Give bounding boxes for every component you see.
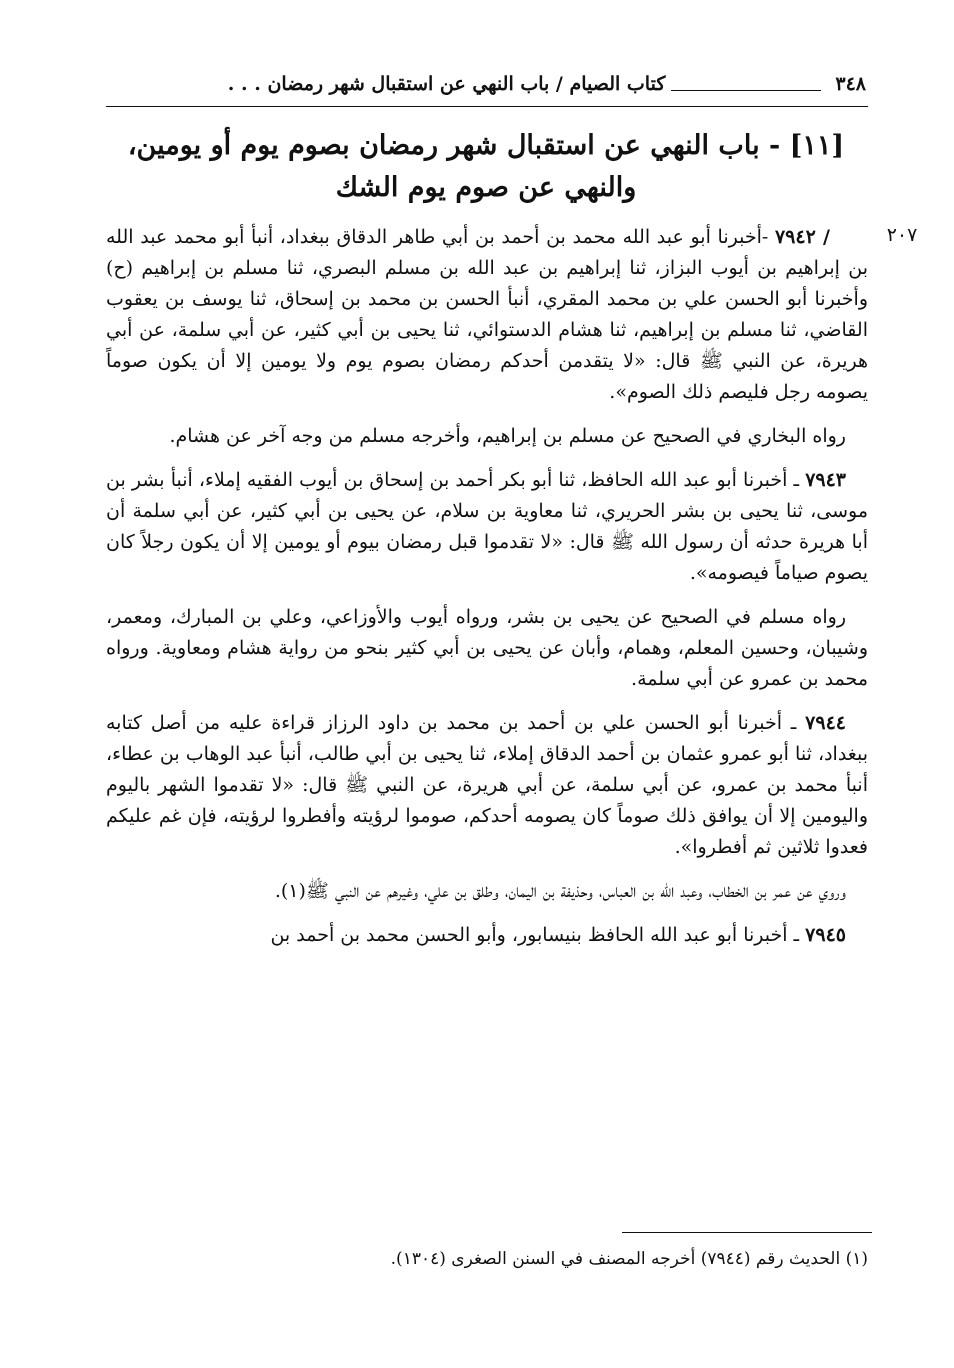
- commentary-text: وروي عن عمر بن الخطاب، وعبد الله بن العباس، وحذيفة بن اليمان، وطلق بن علي، وغيرهم عن النبي ﷺ(١).: [274, 880, 846, 902]
- chapter-title: [١١] - باب النهي عن استقبال شهر رمضان بصوم يوم أو يومين، والنهي عن صوم يوم الشك: [127, 130, 845, 203]
- hadith-paragraph: [106, 465, 868, 589]
- hadith-text: ـ أخبرنا أبو عبد الله الحافظ، ثنا أبو بكر أحمد بن إسحاق بن أيوب الفقيه إملاء، أنبأ بشر بن موسى، ثنا يحيى بن بشر الحريري، ثنا معاوية بن سلام، عن يحيى بن أبي كثير، عن أبي سلمة أن أبا هريرة حدثه أن رسول الله ﷺ قال: «لا تقدموا قبل رمضان بيوم أو يومين إلا أن يكون رجلاً كان يصوم صياماً فيصومه».: [106, 469, 868, 584]
- hadith-text: ـ أخبرنا أبو الحسن علي بن أحمد بن محمد بن داود الرزاز قراءة عليه من أصل كتابه ببغداد، ثنا أبو عمرو عثمان بن أحمد الدقاق إملاء، ثنا يحيى بن أبي طالب، أنبأ عبد الوهاب بن عطاء، أنبأ محمد بن عمرو، عن أبي سلمة، عن أبي هريرة، عن النبي ﷺ قال: «لا تقدموا الشهر باليوم واليومين إلا أن يوافق ذلك صوماً كان يصومه أحدكم، صوموا لرؤيته وأفطروا لرؤيته، فإن غم عليكم فعدوا ثلاثين ثم أفطروا».: [106, 712, 868, 858]
- commentary-paragraph: [106, 876, 868, 907]
- running-head-text: كتاب الصيام / باب النهي عن استقبال شهر رمضان . . .: [227, 73, 666, 95]
- hadith-text: ـ أخبرنا أبو عبد الله الحافظ بنيسابور، وأبو الحسن محمد بن أحمد بن: [270, 924, 800, 946]
- running-head-rule: [671, 90, 821, 91]
- hadith-paragraph: [106, 920, 868, 951]
- commentary-paragraph: [106, 602, 868, 695]
- hadith-number: ٧٩٤٤: [805, 712, 846, 734]
- hadith-paragraph: [106, 708, 868, 863]
- footnote-divider: [622, 1232, 872, 1233]
- header-divider: [106, 106, 868, 107]
- hadith-number: ٧٩٤٣: [805, 469, 847, 491]
- hadith-number: ٧٩٤٥: [805, 924, 846, 946]
- hadith-text: -أخبرنا أبو عبد الله محمد بن أحمد بن أبي طاهر الدقاق ببغداد، أنبأ أبو محمد عبد الله بن إبراهيم بن أيوب البزاز، ثنا إبراهيم بن عبد الله بن مسلم البصري، ثنا مسلم بن إبراهيم (ح) وأخبرنا أبو الحسن علي بن محمد المقري، أنبأ الحسن بن محمد بن إسحاق، ثنا يوسف بن يعقوب القاضي، ثنا مسلم بن إبراهيم، ثنا هشام الدستوائي، ثنا يحيى بن أبي كثير، عن أبي سلمة، عن أبي هريرة، عن النبي ﷺ قال: «لا يتقدمن أحدكم رمضان بصوم يوم ولا يومين إلا أن يكون صوماً يصومه رجل فليصم ذلك الصوم».: [106, 226, 868, 403]
- commentary-paragraph: [106, 421, 868, 452]
- running-head: [108, 64, 866, 104]
- margin-page-number: ٢٠٧: [886, 224, 918, 246]
- commentary-text: رواه مسلم في الصحيح عن يحيى بن بشر، ورواه أيوب والأوزاعي، وعلي بن المبارك، ومعمر، وشيبان، وحسين المعلم، وهمام، وأبان عن يحيى بن أبي كثير بنحو من رواية هشام ومعاوية. ورواه محمد بن عمرو عن أبي سلمة.: [106, 606, 868, 690]
- footnote: (١) الحديث رقم (٧٩٤٤) أخرجه المصنف في السنن الصغرى (١٣٠٤).: [390, 1249, 868, 1269]
- page-number: ٣٤٨: [835, 73, 866, 95]
- hadith-number: / ٧٩٤٢: [774, 226, 830, 248]
- commentary-text: رواه البخاري في الصحيح عن مسلم بن إبراهيم، وأخرجه مسلم من وجه آخر عن هشام.: [169, 425, 846, 447]
- body-text: [106, 222, 868, 964]
- hadith-paragraph: [106, 222, 868, 408]
